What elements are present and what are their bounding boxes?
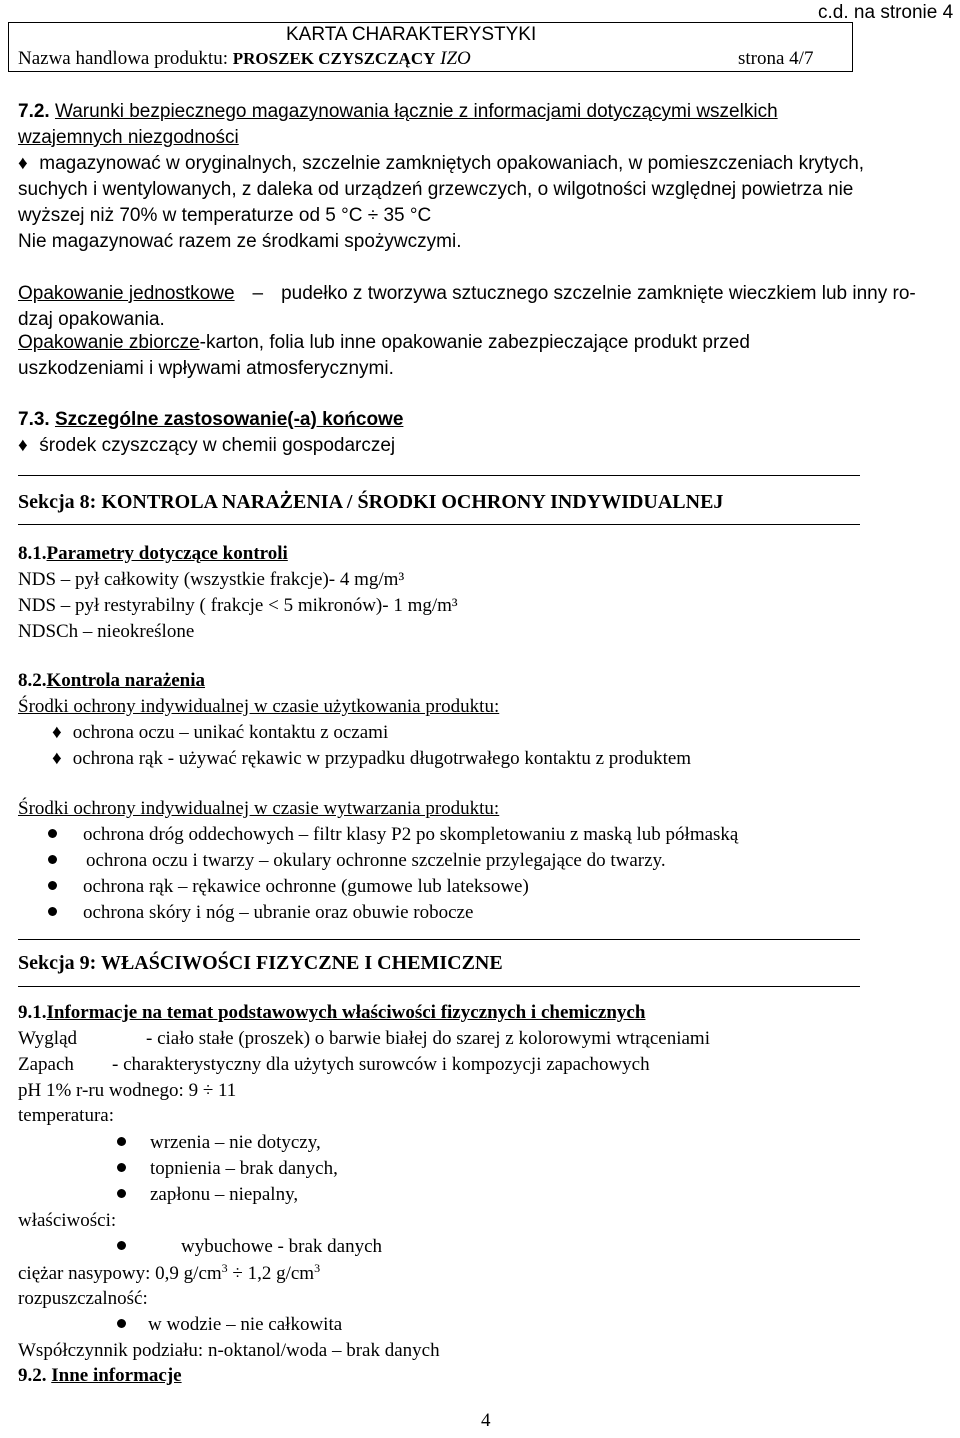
heading-text: Informacje na temat podstawowych właściwości fizycznych i chemicznych [46,1002,646,1023]
bullet-dot-icon [48,881,57,890]
section-9-top-rule [18,939,860,940]
heading-number: 8.1. [18,543,47,564]
heading-number: 9.1. [18,1002,47,1023]
unit-packaging-label: Opakowanie jednostkowe [18,283,235,304]
section-8-2-heading [18,668,205,694]
heading-text: Warunki bezpiecznego magazynowania łącznie z informacjami dotyczącymi wszelkich [54,101,778,122]
bullet-dot-icon [117,1189,126,1198]
production-protection-item: ochrona dróg oddechowych – filtr klasy P2 po skompletowaniu z maską lub półmaską [83,824,739,845]
item-text: ochrona oczu – unikać kontaktu z oczami [72,722,389,743]
diamond-bullet-icon: ♦ [52,748,62,769]
heading-text: Inne informacje [51,1365,182,1386]
document-title: KARTA CHARAKTERYSTYKI [286,24,537,45]
use-protection-item [52,746,691,772]
use-protection-label: Środki ochrony indywidualnej w czasie użytkowania produktu: [18,696,500,717]
temperature-label: temperatura: [18,1105,115,1126]
heading-text: Szczególne zastosowanie(-a) końcowe [54,409,404,430]
storage-note: Nie magazynować razem ze środkami spożywczymi. [18,231,462,252]
section-8-1-heading [18,541,288,567]
bulk-density-mid: ÷ 1,2 g/cm [227,1263,315,1284]
heading-number: 7.3. [18,409,50,430]
solubility-label: rozpuszczalność: [18,1288,148,1309]
bullet-dot-icon [117,1163,126,1172]
exposure-limit-line: NDSCh – nieokreślone [18,621,195,642]
storage-text: magazynować w oryginalnych, szczelnie zamkniętych opakowaniach, w pomieszczeniach krytych, [39,153,865,174]
superscript: 3 [314,1261,321,1275]
heading-text: Parametry dotyczące kontroli [46,543,288,564]
bulk-density-prefix: ciężar nasypowy: 0,9 g/cm [18,1263,222,1284]
item-text: ochrona rąk - używać rękawic w przypadku długotrwałego kontaktu z produktem [72,748,692,769]
section-7-2-heading [18,99,778,125]
ph-value: pH 1% r-ru wodnego: 9 ÷ 11 [18,1080,237,1101]
trade-name-label: Nazwa handlowa produktu: [18,48,228,69]
section-9-1-heading [18,1000,645,1026]
bulk-packaging-line-2: uszkodzeniami i wpływami atmosferycznymi. [18,358,394,379]
partition-coefficient: Współczynnik podziału: n-oktanol/woda – brak danych [18,1340,440,1361]
production-protection-item: ochrona oczu i twarzy – okulary ochronne szczelnie przylegające do twarzy. [86,850,666,871]
section-8-top-rule [18,475,860,476]
section-9-bottom-rule [18,986,860,987]
bulk-density [18,1261,320,1287]
section-7-2-heading-cont: wzajemnych niezgodności [18,127,239,148]
page-label: strona 4/7 [738,48,814,69]
solubility-item: w wodzie – nie całkowita [148,1314,343,1335]
odor-label: Zapach [18,1054,74,1075]
section-8-title: Sekcja 8: KONTROLA NARAŻENIA / ŚRODKI OCHRONY INDYWIDUALNEJ [18,491,724,513]
bullet-dot-icon [117,1319,126,1328]
bullet-dot-icon [48,829,57,838]
heading-number: 7.2. [18,101,50,122]
temperature-item: topnienia – brak danych, [150,1158,338,1179]
exposure-limit-line: NDS – pył całkowity (wszystkie frakcje)- 4 mg/m³ [18,569,405,590]
properties-label: właściwości: [18,1210,117,1231]
production-protection-label: Środki ochrony indywidualnej w czasie wytwarzania produktu: [18,798,500,819]
trade-name-line [18,46,471,72]
heading-number: 8.2. [18,670,47,691]
bulk-packaging-text: -karton, folia lub inne opakowanie zabezpieczające produkt przed [199,332,750,353]
unit-packaging-line-1: Opakowanie jednostkowe – pudełko z tworzywa sztucznego szczelnie zamknięte wieczkiem lub inny ro- [18,283,916,304]
end-use-bullet [18,433,395,459]
appearance-value: - ciało stałe (proszek) o barwie białej do szarej z kolorowymi wtrąceniami [146,1028,710,1049]
bullet-dot-icon [117,1137,126,1146]
end-use-text: środek czyszczący w chemii gospodarczej [39,435,396,456]
product-name: PROSZEK CZYSZCZĄCY [232,49,436,68]
diamond-bullet-icon: ♦ [18,435,28,456]
bulk-packaging-label: Opakowanie zbiorcze [18,332,200,353]
appearance-label: Wygląd [18,1028,78,1049]
production-protection-item: ochrona rąk – rękawice ochronne (gumowe lub lateksowe) [83,876,529,897]
section-9-2-heading [18,1363,182,1389]
heading-number: 9.2. [18,1365,47,1386]
storage-bullet-line-3: wyższej niż 70% w temperaturze od 5 °C ÷ 35 °C [18,205,432,226]
properties-item: wybuchowe - brak danych [181,1236,383,1257]
bullet-dot-icon [48,855,57,864]
temperature-item: zapłonu – niepalny, [150,1184,299,1205]
continuation-note: c.d. na stronie 4 [818,2,954,23]
unit-packaging-text: pudełko z tworzywa sztucznego szczelnie zamknięte wieczkiem lub inny ro- [281,283,916,304]
bullet-dot-icon [48,907,57,916]
bullet-dot-icon [117,1241,126,1250]
storage-bullet-line-2: suchych i wentylowanych, z daleka od urządzeń grzewczych, o wilgotności względnej powietrza nie [18,179,854,200]
section-8-bottom-rule [18,524,860,525]
temperature-item: wrzenia – nie dotyczy, [150,1132,321,1153]
diamond-bullet-icon: ♦ [52,722,62,743]
heading-text: Kontrola narażenia [46,670,206,691]
page-number: 4 [481,1410,491,1431]
use-protection-item [52,720,388,746]
odor-value: - charakterystyczny dla użytych surowców i kompozycji zapachowych [112,1054,650,1075]
unit-packaging-line-2: dzaj opakowania. [18,309,165,330]
diamond-bullet-icon: ♦ [18,153,28,174]
production-protection-item: ochrona skóry i nóg – ubranie oraz obuwie robocze [83,902,474,923]
exposure-limit-line: NDS – pył restyrabilny ( frakcje < 5 mikronów)- 1 mg/m³ [18,595,458,616]
bulk-packaging-line-1 [18,330,750,356]
section-7-3-heading [18,407,403,433]
storage-bullet-line-1 [18,151,864,177]
section-9-title: Sekcja 9: WŁAŚCIWOŚCI FIZYCZNE I CHEMICZNE [18,952,503,974]
superscript: 3 [221,1261,228,1275]
product-brand: IZO [440,48,471,69]
